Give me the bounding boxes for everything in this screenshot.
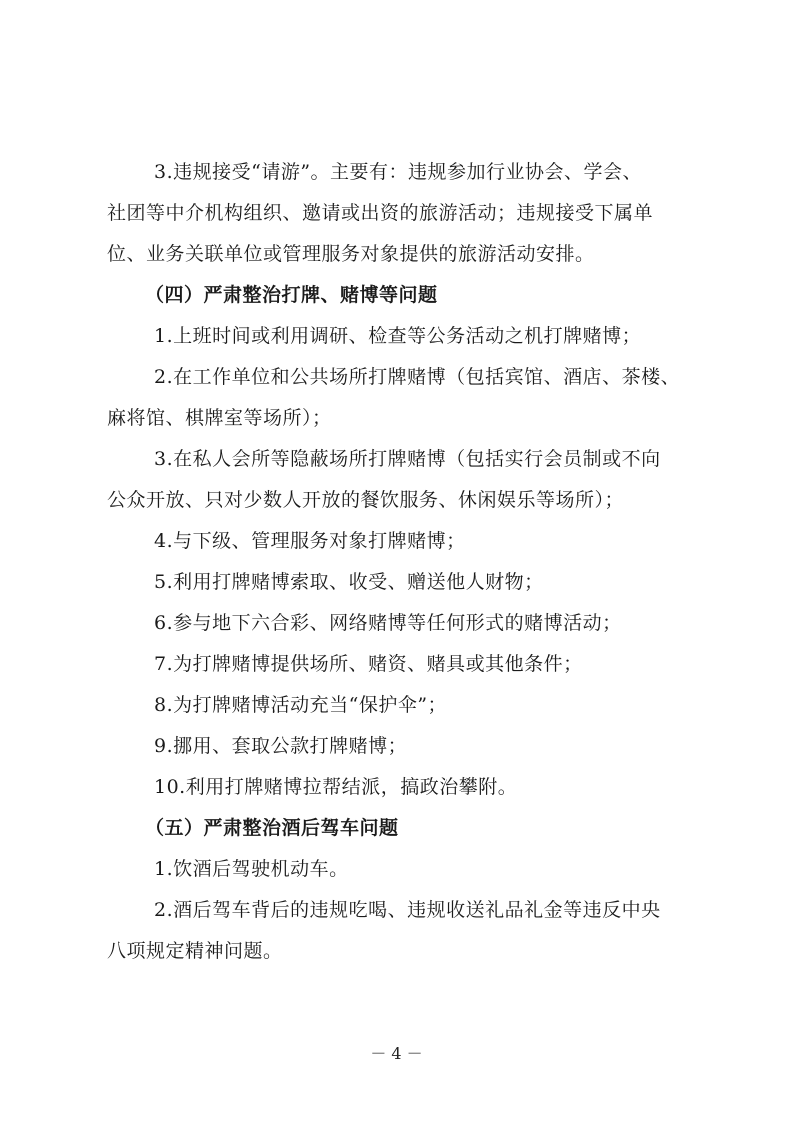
paragraph-line: 3.违规接受“请游”。主要有：违规参加行业协会、学会、: [154, 161, 643, 183]
paragraph-line: 社团等中介机构组织、邀请或出资的旅游活动；违规接受下属单: [107, 202, 654, 224]
list-item: 3.在私人会所等隐蔽场所打牌赌博（包括实行会员制或不向: [154, 448, 661, 470]
list-item: 1.饮酒后驾驶机动车。: [154, 858, 349, 880]
list-item: 5.利用打牌赌博索取、收受、赠送他人财物；: [154, 571, 544, 593]
paragraph-line: 八项规定精神问题。: [107, 940, 283, 962]
page-number: － 4 －: [370, 1044, 423, 1063]
list-item: 1.上班时间或利用调研、检查等公务活动之机打牌赌博；: [154, 325, 642, 347]
paragraph-line: 麻将馆、棋牌室等场所）；: [107, 407, 332, 429]
list-item: 2.酒后驾车背后的违规吃喝、违规收送礼品礼金等违反中央: [154, 899, 661, 921]
list-item: 4.与下级、管理服务对象打牌赌博；: [154, 530, 466, 552]
section-heading: （五）严肃整治酒后驾车问题: [145, 817, 399, 839]
section-heading: （四）严肃整治打牌、赌博等问题: [145, 284, 438, 306]
list-item: 7.为打牌赌博提供场所、赌资、赌具或其他条件；: [154, 653, 583, 675]
list-item: 9.挪用、套取公款打牌赌博；: [154, 735, 408, 757]
list-item: 8.为打牌赌博活动充当“保护伞”；: [154, 694, 448, 716]
paragraph-line: 位、业务关联单位或管理服务对象提供的旅游活动安排。: [107, 243, 595, 265]
list-item: 6.参与地下六合彩、网络赌博等任何形式的赌博活动；: [154, 612, 622, 634]
list-item: 10.利用打牌赌博拉帮结派，搞政治攀附。: [154, 776, 518, 798]
list-item: 2.在工作单位和公共场所打牌赌博（包括宾馆、酒店、茶楼、: [154, 366, 681, 388]
paragraph-line: 公众开放、只对少数人开放的餐饮服务、休闲娱乐等场所）；: [107, 489, 625, 511]
